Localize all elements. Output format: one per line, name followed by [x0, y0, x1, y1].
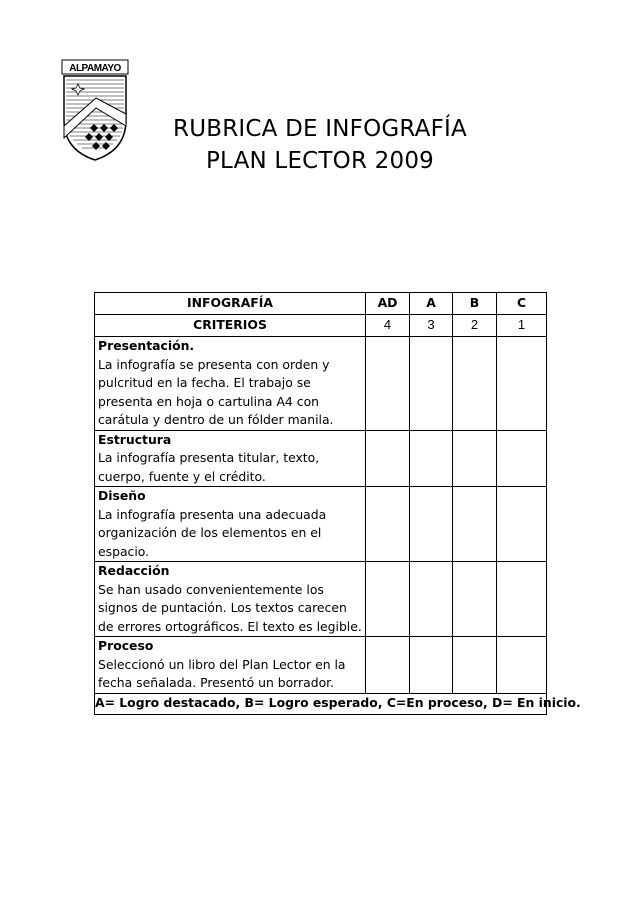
- table-row: [95, 430, 547, 487]
- score-cell-c[interactable]: [497, 487, 547, 562]
- criterion-title: Presentación.: [98, 338, 195, 353]
- score-cell-b[interactable]: [453, 487, 497, 562]
- score-cell-c[interactable]: [497, 430, 547, 487]
- svg-text:ALPAMAYO: ALPAMAYO: [69, 63, 121, 74]
- level-code-a: A: [410, 293, 453, 315]
- table-score-row: [95, 315, 547, 337]
- criterion-description: La infografía se presenta con orden y pulcritud en la fecha. El trabajo se presenta en hoja o cartulina A4 con carátula y dentro de un fólder manila.: [98, 356, 334, 427]
- column-header-infografia: INFOGRAFÍA: [95, 293, 366, 315]
- legend-text: A= Logro destacado, B= Logro esperado, C=En proceso, D= En inicio.: [95, 693, 547, 714]
- score-cell-c[interactable]: [497, 337, 547, 431]
- score-cell-ad[interactable]: [366, 430, 410, 487]
- level-score-a: 3: [410, 315, 453, 337]
- level-code-c: C: [497, 293, 547, 315]
- level-score-c: 1: [497, 315, 547, 337]
- row-header-criterios: CRITERIOS: [95, 315, 366, 337]
- document-title: [140, 113, 500, 177]
- score-cell-ad[interactable]: [366, 637, 410, 694]
- score-cell-c[interactable]: [497, 562, 547, 637]
- criterion-description: La infografía presenta titular, texto, cuerpo, fuente y el crédito.: [98, 450, 320, 484]
- score-cell-ad[interactable]: [366, 487, 410, 562]
- score-cell-a[interactable]: [410, 487, 453, 562]
- score-cell-b[interactable]: [453, 337, 497, 431]
- criterion-title: Estructura: [98, 431, 172, 447]
- legend-row: [95, 693, 547, 714]
- criterion-description: Seleccionó un libro del Plan Lector en la fecha señalada. Presentó un borrador.: [98, 656, 346, 690]
- criterion-cell: [95, 637, 366, 694]
- table-row: [95, 487, 547, 562]
- criterion-cell: [95, 487, 366, 562]
- criterion-cell: [95, 562, 366, 637]
- criterion-title: Redacción: [98, 563, 170, 578]
- criterion-title: Proceso: [98, 638, 154, 653]
- criterion-description: La infografía presenta una adecuada organización de los elementos en el espacio.: [98, 506, 327, 559]
- criterion-cell: [95, 430, 366, 487]
- score-cell-b[interactable]: [453, 637, 497, 694]
- criterion-description: Se han usado convenientemente los signos de puntación. Los textos carecen de errores ortográficos. El texto es legible.: [98, 581, 362, 634]
- score-cell-a[interactable]: [410, 337, 453, 431]
- score-cell-a[interactable]: [410, 430, 453, 487]
- score-cell-b[interactable]: [453, 562, 497, 637]
- score-cell-b[interactable]: [453, 430, 497, 487]
- score-cell-a[interactable]: [410, 562, 453, 637]
- table-row: [95, 562, 547, 637]
- criterion-title: Diseño: [98, 488, 146, 503]
- score-cell-c[interactable]: [497, 637, 547, 694]
- crest-shield-icon: [60, 58, 130, 162]
- level-score-ad: 4: [366, 315, 410, 337]
- score-cell-ad[interactable]: [366, 562, 410, 637]
- table-row: [95, 337, 547, 431]
- score-cell-a[interactable]: [410, 637, 453, 694]
- rubric-table: [94, 292, 581, 715]
- title-line-1: RUBRICA DE INFOGRAFÍA: [173, 116, 467, 142]
- table-row: [95, 637, 547, 694]
- level-code-b: B: [453, 293, 497, 315]
- level-code-ad: AD: [366, 293, 410, 315]
- school-crest-logo: [60, 58, 130, 162]
- score-cell-ad[interactable]: [366, 337, 410, 431]
- level-score-b: 2: [453, 315, 497, 337]
- criterion-cell: [95, 337, 366, 431]
- title-line-2: PLAN LECTOR 2009: [205, 148, 435, 174]
- table-header-row: [95, 293, 547, 315]
